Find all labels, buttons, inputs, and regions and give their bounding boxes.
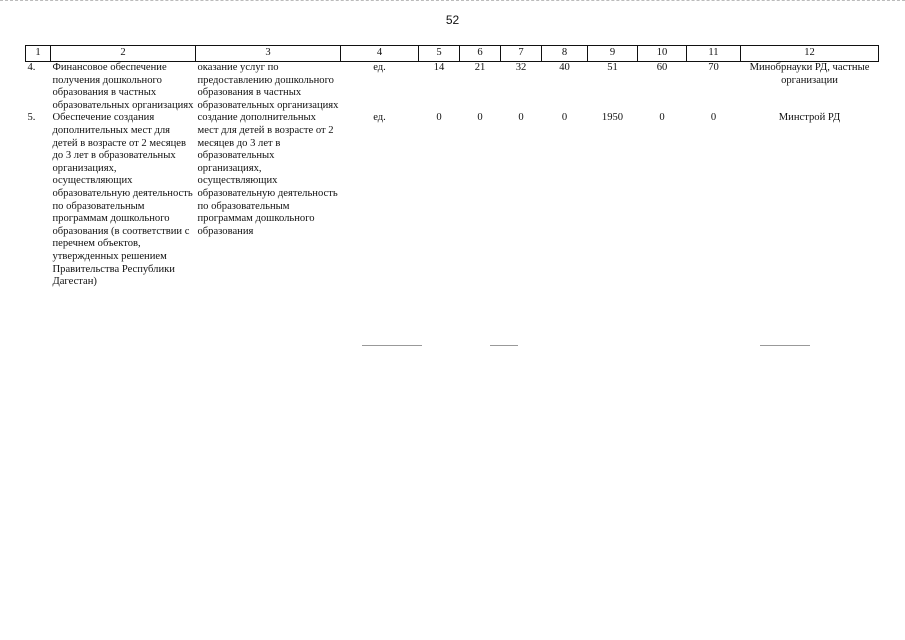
row-unit: ед. bbox=[373, 112, 386, 124]
row-number: 4. bbox=[27, 62, 36, 73]
row-value: 40 bbox=[559, 62, 570, 73]
row-value: 1950 bbox=[601, 112, 624, 124]
scan-artifact bbox=[490, 345, 518, 346]
row-responsible: Минстрой РД bbox=[778, 112, 841, 124]
row-value: 0 bbox=[518, 112, 524, 124]
row-name: Финансовое обеспечение получения дошкольного образования в частных образовательных организациях bbox=[52, 62, 194, 111]
table-row bbox=[26, 62, 879, 113]
table-row bbox=[26, 112, 879, 288]
page-top-edge bbox=[0, 0, 905, 3]
row-value: 51 bbox=[607, 62, 618, 73]
program-table bbox=[25, 45, 879, 289]
row-value: 0 bbox=[436, 112, 442, 124]
row-number: 5. bbox=[27, 112, 36, 124]
row-indicator: создание дополнительных мест для детей в возрасте от 2 месяцев до 3 лет в образовательных организациях, осуществляющих образовательную деятельность по образовательным программам дошкольного образования bbox=[197, 112, 338, 237]
column-header: 8 bbox=[542, 46, 588, 62]
column-header: 12 bbox=[741, 46, 879, 62]
row-value: 0 bbox=[477, 112, 483, 124]
column-header: 11 bbox=[687, 46, 741, 62]
column-header: 1 bbox=[26, 46, 51, 62]
column-header: 7 bbox=[501, 46, 542, 62]
row-value: 0 bbox=[561, 112, 568, 124]
row-indicator: оказание услуг по предоставлению дошкольного образования в частных образовательных организациях bbox=[197, 62, 339, 111]
column-header: 9 bbox=[588, 46, 638, 62]
row-value: 70 bbox=[708, 62, 719, 73]
scan-artifact bbox=[362, 345, 422, 346]
column-header: 10 bbox=[638, 46, 687, 62]
row-value: 0 bbox=[659, 112, 665, 124]
row-value: 14 bbox=[433, 62, 445, 73]
column-header: 5 bbox=[419, 46, 460, 62]
row-value: 0 bbox=[710, 112, 717, 124]
column-header: 3 bbox=[196, 46, 341, 62]
row-value: 21 bbox=[474, 62, 486, 73]
header-row bbox=[26, 46, 879, 62]
page-number: 52 bbox=[445, 13, 460, 27]
row-unit: ед. bbox=[373, 62, 386, 73]
row-responsible: Минобрнауки РД, частные организации bbox=[749, 62, 870, 86]
column-header: 6 bbox=[460, 46, 501, 62]
column-header: 4 bbox=[341, 46, 419, 62]
row-value: 32 bbox=[515, 62, 527, 73]
scan-artifact bbox=[760, 345, 810, 346]
row-name: Обеспечение создания дополнительных мест для детей в возрасте от 2 месяцев до 3 лет в образовательных организациях, осуществляющих образовательную деятельность по образовательным программам дошкольного образования (в соответствии с перечнем объектов, утвержденных решением Правительства Республики Дагестан) bbox=[52, 112, 193, 288]
row-value: 60 bbox=[656, 62, 668, 73]
column-header: 2 bbox=[51, 46, 196, 62]
